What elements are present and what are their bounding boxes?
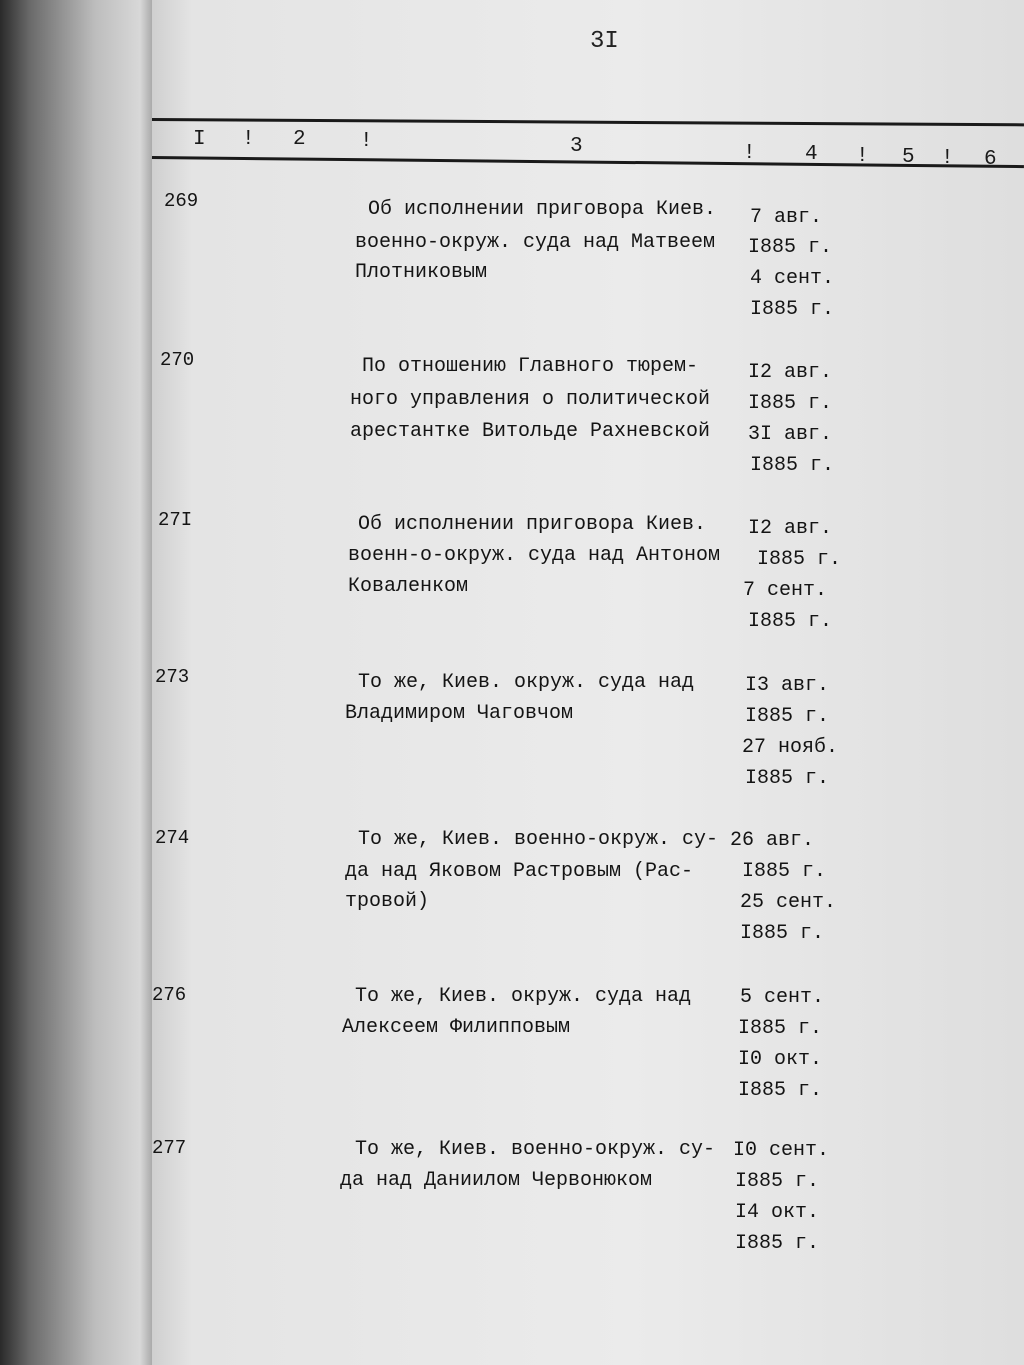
entry-title-line: ного управления о политической	[350, 388, 711, 411]
column-separator: !	[941, 147, 954, 170]
entry-date: I2 авг.	[748, 517, 833, 540]
entry-date: I4 окт.	[735, 1201, 820, 1224]
entry-title-line: военн-о-окруж. суда над Антоном	[348, 544, 721, 567]
entry-title-line: Об исполнении приговора Киев.	[368, 198, 717, 221]
entry-date: 3I авг.	[748, 423, 833, 446]
entry-date: 5 сент.	[740, 986, 825, 1009]
column-separator: !	[242, 128, 255, 151]
entry-title-line: тровой)	[345, 890, 430, 913]
entry-number: 27I	[158, 509, 193, 531]
entry-number: 277	[152, 1137, 187, 1159]
column-header-4: 4	[805, 143, 818, 166]
entry-number: 270	[160, 349, 195, 371]
column-header-1: I	[193, 128, 206, 151]
entry-date: 7 авг.	[750, 206, 823, 229]
entry-title-line: То же, Киев. окруж. суда над	[355, 985, 692, 1008]
entry-title-line: То же, Киев. окруж. суда над	[358, 671, 695, 694]
entry-date: I885 г.	[745, 705, 830, 728]
entry-date: I885 г.	[757, 548, 842, 571]
entry-date: I0 окт.	[738, 1048, 823, 1071]
entry-date: I885 г.	[750, 298, 835, 321]
entry-date: 4 сент.	[750, 267, 835, 290]
entry-number: 273	[155, 666, 190, 688]
entry-date: I885 г.	[738, 1079, 823, 1102]
entry-title-line: Об исполнении приговора Киев.	[358, 513, 707, 536]
entry-title-line: Алексеем Филипповым	[342, 1016, 571, 1039]
entry-date: I885 г.	[740, 922, 825, 945]
column-header-3: 3	[570, 135, 583, 158]
entry-title-line: То же, Киев. военно-окруж. су-	[355, 1138, 716, 1161]
entry-date: I885 г.	[735, 1170, 820, 1193]
entry-date: I885 г.	[750, 454, 835, 477]
entry-date: I3 авг.	[745, 674, 830, 697]
entry-date: I885 г.	[735, 1232, 820, 1255]
entry-title-line: Коваленком	[348, 575, 469, 598]
entry-title-line: арестантке Витольде Рахневской	[350, 420, 711, 443]
entry-date: I885 г.	[738, 1017, 823, 1040]
entry-date: 26 авг.	[730, 829, 815, 852]
page-number: 3I	[590, 28, 619, 55]
entry-date: 27 нояб.	[742, 736, 839, 759]
column-header-2: 2	[293, 128, 306, 151]
entry-date: I885 г.	[748, 236, 833, 259]
column-header-5: 5	[902, 146, 915, 169]
entry-title-line: По отношению Главного тюрем-	[362, 355, 699, 378]
entry-date: I2 авг.	[748, 361, 833, 384]
entry-date: 7 сент.	[743, 579, 828, 602]
column-header-6: 6	[984, 148, 997, 171]
entry-number: 269	[164, 190, 199, 212]
entry-number: 276	[152, 984, 187, 1006]
column-separator: !	[360, 130, 373, 153]
book-spine-shadow	[0, 0, 152, 1365]
entry-title-line: То же, Киев. военно-окруж. су-	[358, 828, 719, 851]
entry-date: I0 сент.	[733, 1139, 830, 1162]
entry-date: I885 г.	[748, 610, 833, 633]
column-separator: !	[856, 145, 869, 168]
entry-title-line: Владимиром Чаговчом	[345, 702, 574, 725]
entry-title-line: Плотниковым	[355, 261, 488, 284]
entry-title-line: да над Даниилом Червонюком	[340, 1169, 653, 1192]
entry-number: 274	[155, 827, 190, 849]
entry-date: I885 г.	[745, 767, 830, 790]
entry-title-line: военно-окруж. суда над Матвеем	[355, 231, 716, 254]
entry-date: I885 г.	[742, 860, 827, 883]
column-separator: !	[743, 142, 756, 165]
entry-title-line: да над Яковом Растровым (Рас-	[345, 860, 694, 883]
entry-date: 25 сент.	[740, 891, 837, 914]
entry-date: I885 г.	[748, 392, 833, 415]
